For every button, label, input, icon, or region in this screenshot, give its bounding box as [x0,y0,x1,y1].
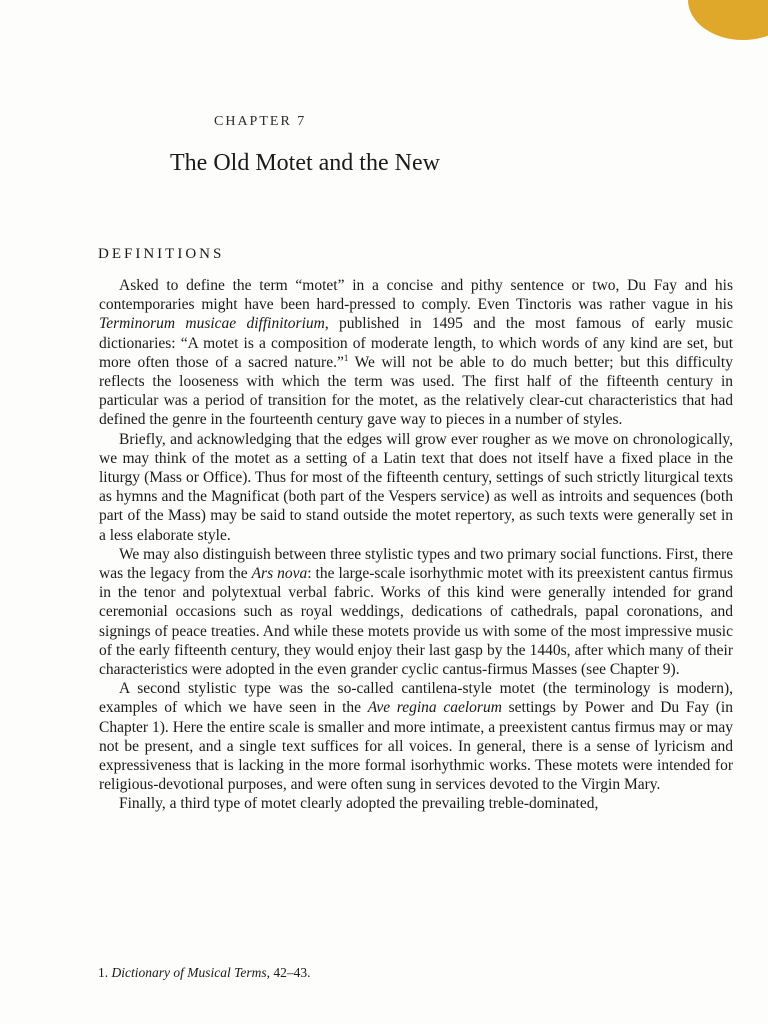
paragraph-1-text-a: Asked to define the term “motet” in a concise and pithy sentence or two, Du Fay and his contemporaries might have been hard-pressed to comply. Even Tinctoris was rather vague in his [99,277,733,314]
footnote-marker: 1 [343,352,349,363]
chapter-label: CHAPTER 7 [214,114,307,129]
paragraph-4-text-a: A second stylistic type was the so-called cantilena-style motet (the terminology is modern), examples of which we have seen in the [99,680,733,717]
paragraph-1 [99,276,733,430]
footnote-title: Dictionary of Musical Terms [111,965,267,980]
body-text [99,276,733,814]
paragraph-2: Briefly, and acknowledging that the edges will grow ever rougher as we move on chronologically, we may think of the motet as a setting of a Latin text that does not itself have a fixed place in the liturgy (Mass or Office). Thus for most of the fifteenth century, settings of such strictly liturgical texts as hymns and the Magnificat (both part of the Vespers service) as well as introits and sequences (both part of the Mass) may be said to stand outside the motet repertory, as such texts were generally set in a less elaborate style. [99,430,733,544]
ars-nova-italic: Ars nova [251,565,308,583]
book-title-italic: Terminorum musicae diffinitorium [99,315,325,333]
paragraph-3 [99,545,733,679]
paragraph-3-text-b: : the large-scale isorhythmic motet with its preexistent cantus firmus in the tenor and polytextual verbal fabric. Works of this kind were generally intended for grand ceremonial occasions such as royal weddings, dedications of cathedrals, papal coronations, and signings of peace treaties. And while these motets provide us with some of the most impressive music of the early fifteenth century, they would enjoy their last gasp by the 1440s, after which many of their characteristics were adopted in the even grander cyclic cantus-firmus Masses (see Chapter 9). [99,565,733,679]
ave-regina-italic: Ave regina caelorum [367,699,502,717]
page-corner-shadow [688,0,768,40]
chapter-title: The Old Motet and the New [170,150,440,176]
paragraph-1-text-c: We will not be able to do much better; but this difficulty reflects the looseness with which the term was used. The first half of the fifteenth century in particular was a period of transition for the motet, as the relatively clear-cut characteristics that had defined the genre in the fourteenth century gave way to pieces in a number of styles. [99,353,733,429]
section-heading: DEFINITIONS [98,246,225,262]
paragraph-4 [99,679,733,794]
paragraph-4-text-b: settings by Power and Du Fay (in Chapter 1). Here the entire scale is smaller and more intimate, a preexistent cantus firmus may or may not be present, and a single text suffices for all voices. In general, there is a sense of lyricism and expressiveness that is lacking in the more formal isorhythmic works. These motets were intended for religious-devotional purposes, and were often sung in services devoted to the Virgin Mary. [99,699,733,794]
footnote-pages: , 42–43. [266,965,311,980]
paragraph-5: Finally, a third type of motet clearly adopted the prevailing treble-dominated, [119,795,599,813]
paragraph-1-text-b: , published in 1495 and the most famous of early music dictionaries: “A motet is a composition of moderate length, to which words of any kind are set, but more often those of a sacred nature.” [99,315,733,371]
footnote-number: 1. [98,965,109,980]
paragraph-3-text-a: We may also distinguish between three stylistic types and two primary social functions. First, there was the legacy from the [99,545,733,583]
footnote [98,965,311,981]
